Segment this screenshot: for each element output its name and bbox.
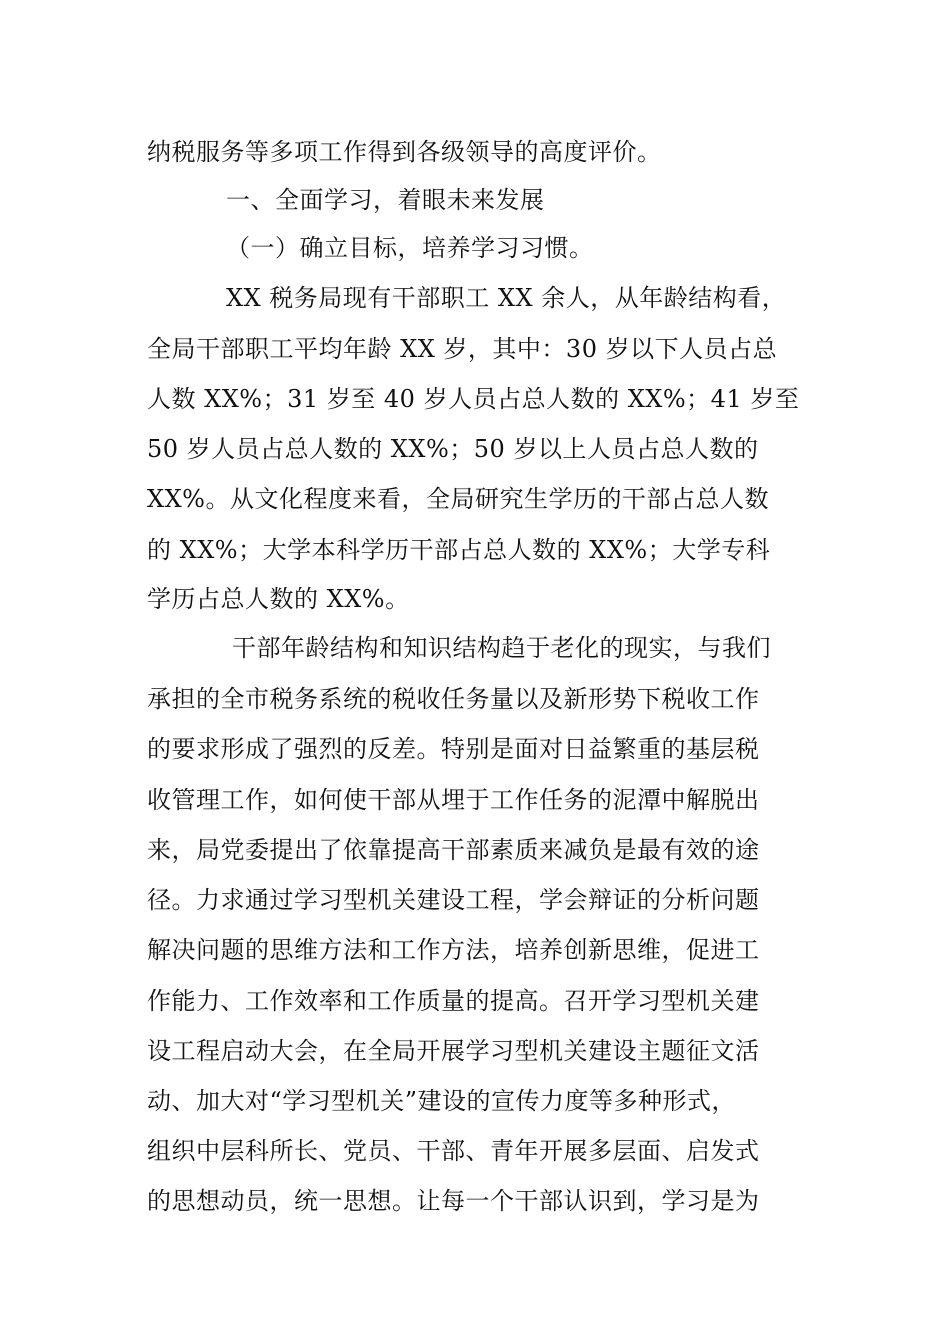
paragraph-line: 人数 XX%；31 岁至 40 岁人员占总人数的 XX%；41 岁至 <box>147 385 800 413</box>
paragraph-line: XX 税务局现有干部职工 XX 余人，从年龄结构看， <box>226 284 787 312</box>
paragraph-line: 的要求形成了强烈的反差。特别是面对日益繁重的基层税 <box>147 735 760 763</box>
paragraph-line: 组织中层科所长、党员、干部、青年开展多层面、启发式 <box>147 1137 760 1165</box>
section-heading: 一、全面学习，着眼未来发展 <box>226 186 545 214</box>
paragraph-line: 来，局党委提出了依靠提高干部素质来减负是最有效的途 <box>147 836 760 864</box>
paragraph-line: 作能力、工作效率和工作质量的提高。召开学习型机关建 <box>147 987 760 1015</box>
subsection-heading: （一）确立目标，培养学习习惯。 <box>226 234 594 262</box>
paragraph-line: 收管理工作，如何使干部从埋于工作任务的泥潭中解脱出 <box>147 786 760 814</box>
paragraph-line: 纳税服务等多项工作得到各级领导的高度评价。 <box>147 138 662 166</box>
paragraph-line: 的 XX%；大学本科学历干部占总人数的 XX%；大学专科 <box>147 536 771 564</box>
paragraph-line: XX%。从文化程度来看，全局研究生学历的干部占总人数 <box>147 485 769 513</box>
paragraph-line: 学历占总人数的 XX%。 <box>147 585 410 613</box>
paragraph-line: 全局干部职工平均年龄 XX 岁，其中：30 岁以下人员占总 <box>147 335 778 363</box>
paragraph-line: 解决问题的思维方法和工作方法，培养创新思维，促进工 <box>147 936 760 964</box>
paragraph-line: 承担的全市税务系统的税收任务量以及新形势下税收工作 <box>147 685 760 713</box>
paragraph-line: 动、加大对“学习型机关”建设的宣传力度等多种形式， <box>147 1087 737 1115</box>
paragraph-line: 径。力求通过学习型机关建设工程，学会辩证的分析问题 <box>147 886 760 914</box>
paragraph-line: 的思想动员，统一思想。让每一个干部认识到，学习是为 <box>147 1187 760 1215</box>
paragraph-line: 50 岁人员占总人数的 XX%；50 岁以上人员占总人数的 <box>147 435 759 463</box>
paragraph-line: 干部年龄结构和知识结构趋于老化的现实，与我们 <box>232 634 771 662</box>
paragraph-line: 设工程启动大会，在全局开展学习型机关建设主题征文活 <box>147 1037 760 1065</box>
